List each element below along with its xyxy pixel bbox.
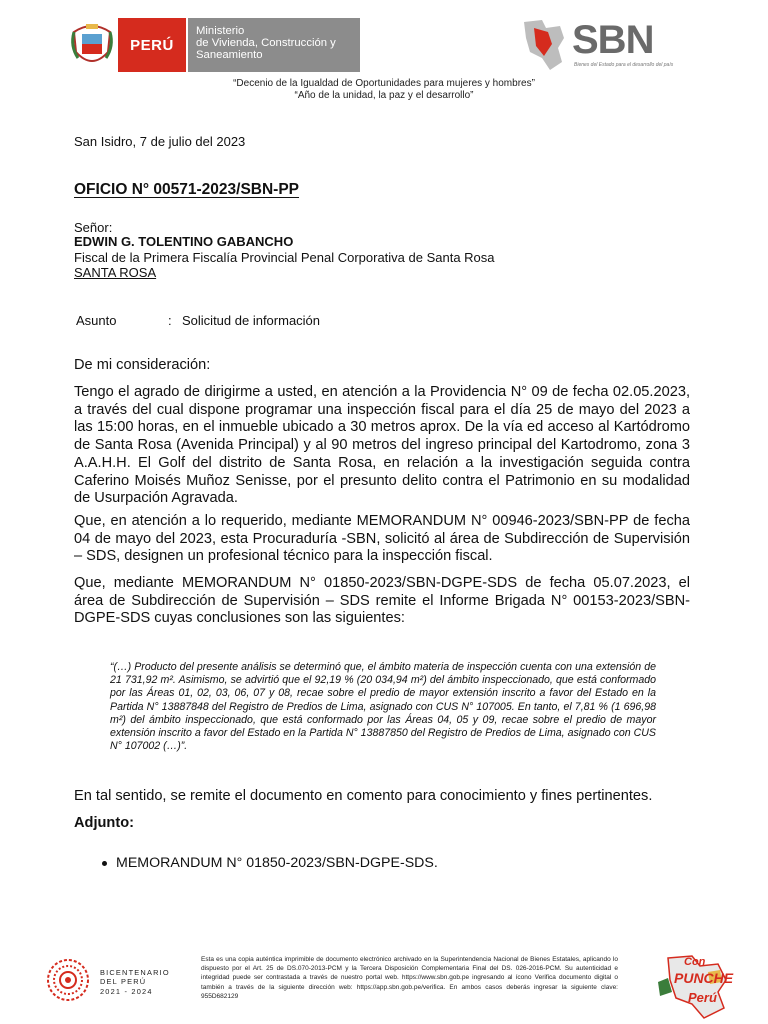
bicentenario-line: DEL PERÚ xyxy=(100,977,147,987)
bicentenario-logo xyxy=(46,958,186,1002)
subject-value: Solicitud de información xyxy=(182,313,321,328)
closing-paragraph: En tal sentido, se remite el documento en comento para conocimiento y fines pertinentes. xyxy=(74,788,653,804)
recipient-salutation: Señor: xyxy=(74,220,113,235)
date-line: San Isidro, 7 de julio del 2023 xyxy=(74,134,246,149)
punche-word: PUNCHE xyxy=(674,970,734,986)
attachment-name: MEMORANDUM N° 01850-2023/SBN-DGPE-SDS. xyxy=(116,855,438,871)
authenticity-disclaimer: Esta es una copia auténtica imprimible de documento electrónico archivado en la Superintendencia Nacional de Bienes Estatales, aplicando lo dispuesto por el Art. 25 de DS.070-2013-PCM y la Tercera Disposición Complementaria Final del DS. 026-2016-PCM. Su autenticidad e integridad puede ser contrastada a través de nuestro portal web. https://www.sbn.gob.pe ingresando al ícono Verifica documento digital o también a través de la siguiente dirección web: https://app.sbn.gob.pe/verifica. En ambos casos deberás ingresar la siguiente clave: 955D682129 xyxy=(201,956,618,1000)
sbn-logo xyxy=(520,18,680,74)
report-conclusions-quote: “(…) Producto del presente análisis se determinó que, el ámbito materia de inspección cuenta con una extensión de 21 731,92 m². Asimismo, se advirtió que el 92,19 % (20 034,94 m²) del ámbito inspeccionado, que está conformado por las Áreas 01, 02, 03, 06, 07 y 08, recae sobre el predio de mayor extensión inscrito a favor del Estado en la Partida N° 13887848 del Registro de Predios de Lima, asignado con CUS N° 107005. En tanto, el 7,81 % (1 696,98 m²) del ámbito inspeccionado, que está conformado por las Áreas 04, 05 y 09, recae sobre el predio de mayor extensión inscrito a favor del Estado en la Partida N° 13887850 del Registro de Predios de Lima, asignado con CUS N° 107002 (…)”. xyxy=(110,661,656,753)
attachment-heading: Adjunto: xyxy=(74,815,134,831)
bicentenario-label xyxy=(100,968,170,996)
ministry-line: de Vivienda, Construcción y xyxy=(196,37,336,49)
oficio-title: OFICIO N° 00571-2023/SBN-PP xyxy=(74,181,300,198)
recipient-name: EDWIN G. TOLENTINO GABANCHO xyxy=(74,234,294,249)
bicentenario-line: BICENTENARIO xyxy=(100,968,170,977)
sbn-tagline: Bienes del Estado para el desarrollo del país xyxy=(574,62,674,68)
bicentenario-ring-icon xyxy=(46,958,90,1002)
attachment-list-item xyxy=(102,855,438,871)
greeting: De mi consideración: xyxy=(74,357,211,373)
coat-of-arms-icon xyxy=(68,18,116,72)
sbn-wordmark: SBN xyxy=(572,18,654,62)
recipient-location: SANTA ROSA xyxy=(74,265,157,280)
slogan-year: “Año de la unidad, la paz y el desarrollo” xyxy=(294,90,474,101)
con-punche-peru-logo xyxy=(638,952,734,1020)
peru-label: PERÚ xyxy=(118,18,186,72)
peru-ministry-logo xyxy=(68,18,358,72)
paragraph-memorandum-request: Que, en atención a lo requerido, mediante MEMORANDUM N° 00946-2023/SBN-PP de fecha 04 de mayo del 2023, esta Procuraduría -SBN, solicitó al área de Subdirección de Supervisión – SDS, designen un profesional técnico para la inspección fiscal. xyxy=(74,513,690,565)
ministry-line: Ministerio xyxy=(196,25,245,37)
bicentenario-line: 2021 - 2024 xyxy=(100,986,153,996)
bullet-icon xyxy=(102,861,107,866)
peru-map-icon xyxy=(520,18,568,72)
slogan-decenio: “Decenio de la Igualdad de Oportunidades para mujeres y hombres” xyxy=(233,78,535,89)
subject-separator: : xyxy=(168,313,172,328)
ministry-line: Saneamiento xyxy=(196,49,263,61)
subject-label: Asunto xyxy=(76,313,117,328)
paragraph-memorandum-response: Que, mediante MEMORANDUM N° 01850-2023/SBN-DGPE-SDS de fecha 05.07.2023, el área de Subdirección de Supervisión – SDS remite el Informe Brigada N° 00153-2023/SBN-DGPE-SDS cuyas conclusiones son las siguientes: xyxy=(74,575,690,627)
ministry-name xyxy=(188,18,360,72)
punche-con: Con xyxy=(684,956,706,968)
paragraph-providencia: Tengo el agrado de dirigirme a usted, en atención a la Providencia N° 09 de fecha 02.05.2023, a través del cual dispone programar una inspección fiscal para el día 25 de mayo del 2023 a las 15:00 horas, en el inmueble ubicado a 30 metros aprox. De la vía ed acceso al Kartódromo de Santa Rosa (Avenida Principal) y al 90 metros del ingreso principal del Kartodromo, zona 3 A.A.H.H. El Golf del distrito de Santa Rosa, en relación a la investigación seguida contra Caferino Moisés Muñoz Senisse, por el presunto delito contra el Patrimonio en su modalidad de Usurpación Agravada. xyxy=(74,384,690,507)
punche-peru: Perú xyxy=(688,990,717,1005)
recipient-position: Fiscal de la Primera Fiscalía Provincial Penal Corporativa de Santa Rosa xyxy=(74,250,495,265)
